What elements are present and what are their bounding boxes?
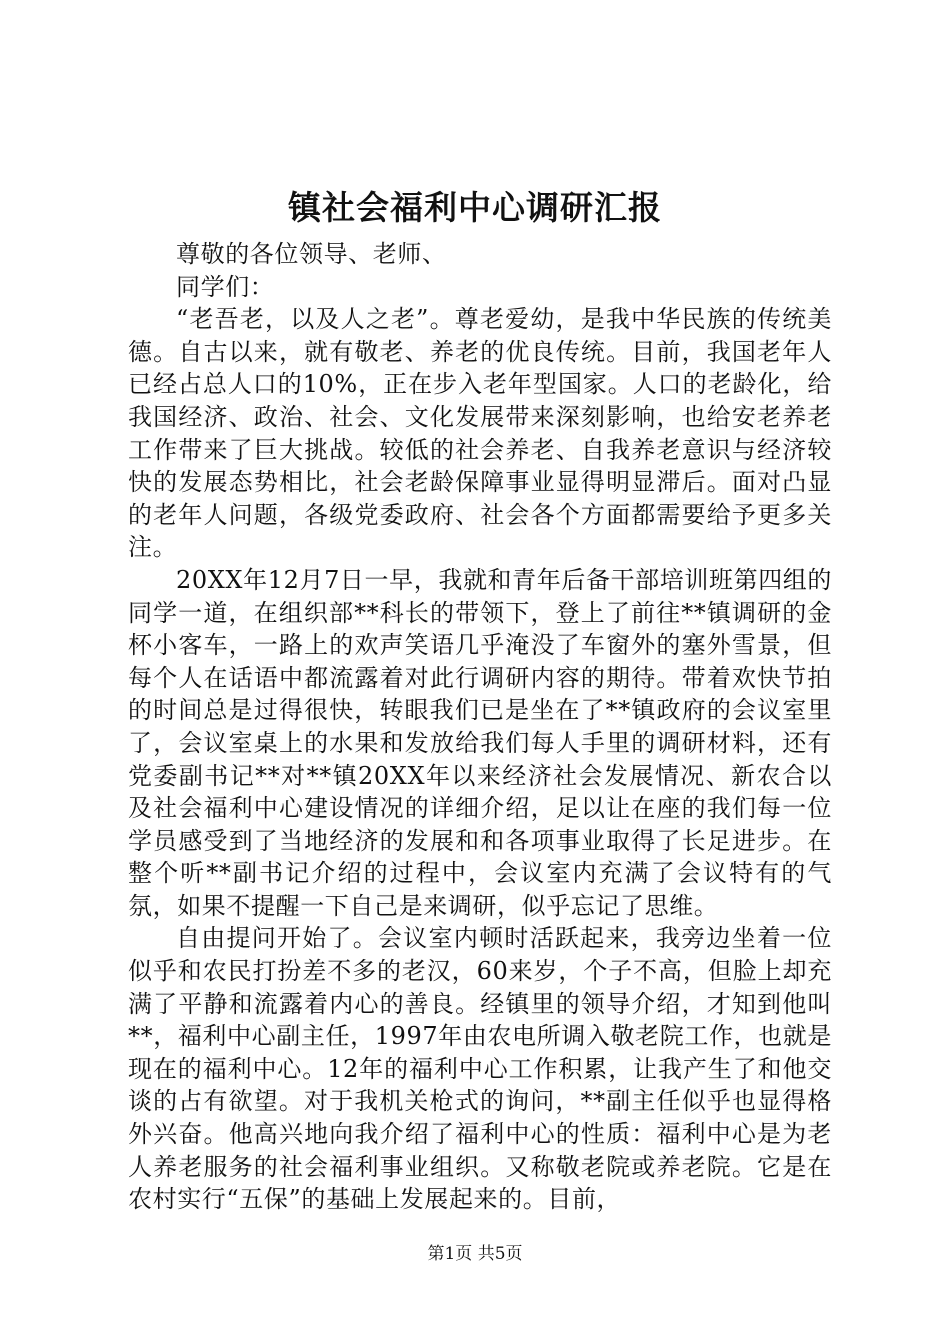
paragraph-2: 20XX年12月7日一早，我就和青年后备干部培训班第四组的同学一道，在组织部**科长的带领下，登上了前往**镇调研的金杯小客车，一路上的欢声笑语几乎淹没了车窗外的塞外雪景，但每个人在话语中都流露着对此行调研内容的期待。带着欢快节拍的时间总是过得很快，转眼我们已是坐在了**镇政府的会议室里了，会议室桌上的水果和发放给我们每人手里的调研材料，还有党委副书记**对**镇20XX年以来经济社会发展情况、新农合以及社会福利中心建设情况的详细介绍，足以让在座的我们每一位学员感受到了当地经济的发展和和各项事业取得了长足进步。在整个听**副书记介绍的过程中，会议室内充满了会议特有的气氛，如果不提醒一下自己是来调研，似乎忘记了思维。 — [128, 565, 832, 920]
paragraph-1: “老吾老，以及人之老”。尊老爱幼，是我中华民族的传统美德。自古以来，就有敬老、养老的优良传统。目前，我国老年人已经占总人口的10%，正在步入老年型国家。人口的老龄化，给我国经济、政治、社会、文化发展带来深刻影响，也给安老养老工作带来了巨大挑战。较低的社会养老、自我养老意识与经济较快的发展态势相比，社会老龄保障事业显得明显滞后。面对凸显的老年人问题，各级党委政府、社会各个方面都需要给予更多关注。 — [128, 305, 832, 562]
document-title: 镇社会福利中心调研汇报 — [288, 188, 662, 227]
salutation-line-1: 尊敬的各位领导、老师、 — [176, 240, 447, 268]
paragraph-3: 自由提问开始了。会议室内顿时活跃起来，我旁边坐着一位似乎和农民打扮差不多的老汉，60来岁，个子不高，但脸上却充满了平静和流露着内心的善良。经镇里的领导介绍，才知到他叫**，福利中心副主任，1997年由农电所调入敬老院工作，也就是现在的福利中心。12年的福利中心工作积累，让我产生了和他交谈的占有欲望。对于我机关枪式的询问，**副主任似乎也显得格外兴奋。他高兴地向我介绍了福利中心的性质：福利中心是为老人养老服务的社会福利事业组织。又称敬老院或养老院。它是在农村实行“五保”的基础上发展起来的。目前， — [128, 924, 832, 1214]
salutation-line-2: 同学们： — [176, 272, 275, 301]
document-body — [128, 238, 832, 1216]
page-footer: 第1页 共5页 — [427, 1244, 523, 1264]
